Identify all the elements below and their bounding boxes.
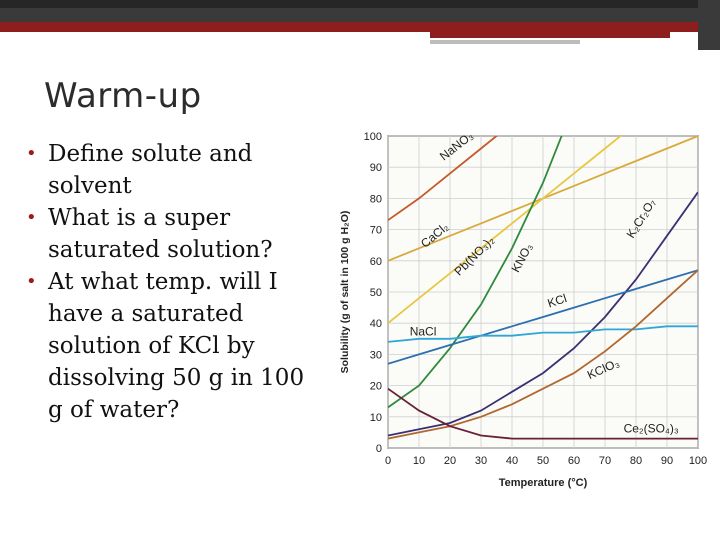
series-label: Pb(NO₃)₂ (451, 233, 497, 279)
bullet-item (22, 266, 322, 426)
bullet-icon: • (26, 271, 37, 292)
y-tick-label: 30 (369, 349, 382, 362)
bullet-icon: • (26, 207, 37, 228)
series-label: KClO₃ (585, 355, 622, 383)
x-tick-label: 20 (443, 455, 457, 467)
series-label: KCl (545, 291, 569, 311)
y-axis-label: Solubility (g of salt in 100 g H₂O) (339, 210, 351, 374)
bullet-item (22, 138, 322, 202)
bullet-list (22, 138, 322, 426)
corner-tab (698, 0, 720, 50)
bullet-text: At what temp. will I have a saturated solution of KCl by dissolving 50 g in 100 g of water? (48, 269, 305, 423)
series-label: CaCl₂ (418, 219, 452, 251)
y-tick-label: 40 (369, 318, 382, 331)
solubility-chart (330, 120, 714, 500)
y-tick-label: 50 (369, 287, 382, 299)
accent-band (0, 22, 720, 32)
x-tick-label: 40 (505, 455, 519, 467)
x-tick-label: 70 (598, 455, 612, 467)
series-label: KNO₃ (508, 240, 536, 275)
series-label: Ce₂(SO₄)₃ (623, 421, 679, 436)
y-tick-label: 100 (363, 131, 382, 143)
bullet-text: Define solute and solvent (48, 141, 253, 199)
y-tick-label: 60 (369, 255, 382, 268)
bullet-text: What is a super saturated solution? (48, 205, 273, 263)
series-label: NaCl (409, 324, 437, 339)
bullet-item (22, 202, 322, 266)
top-bar-shade (0, 0, 720, 8)
y-tick-label: 0 (375, 443, 382, 455)
x-tick-label: 90 (660, 455, 674, 467)
x-tick-label: 50 (536, 455, 550, 467)
x-tick-label: 60 (567, 455, 581, 467)
accent-line (430, 40, 580, 44)
y-tick-label: 80 (369, 193, 382, 206)
y-tick-label: 10 (369, 411, 382, 424)
y-tick-label: 70 (369, 224, 382, 237)
x-tick-label: 10 (412, 455, 426, 467)
y-tick-label: 20 (369, 380, 382, 393)
x-tick-label: 30 (474, 455, 488, 467)
x-axis-label: Temperature (°C) (498, 477, 588, 489)
bullet-icon: • (26, 143, 37, 164)
slide-title: Warm-up (44, 76, 202, 116)
x-tick-label: 80 (629, 455, 643, 467)
x-tick-label: 100 (688, 455, 708, 467)
y-tick-label: 90 (369, 162, 382, 175)
series-label: NaNO₃ (437, 128, 476, 164)
x-tick-label: 0 (384, 455, 392, 467)
series-label: K₂Cr₂O₇ (623, 196, 659, 241)
accent-band-tab (430, 32, 670, 38)
